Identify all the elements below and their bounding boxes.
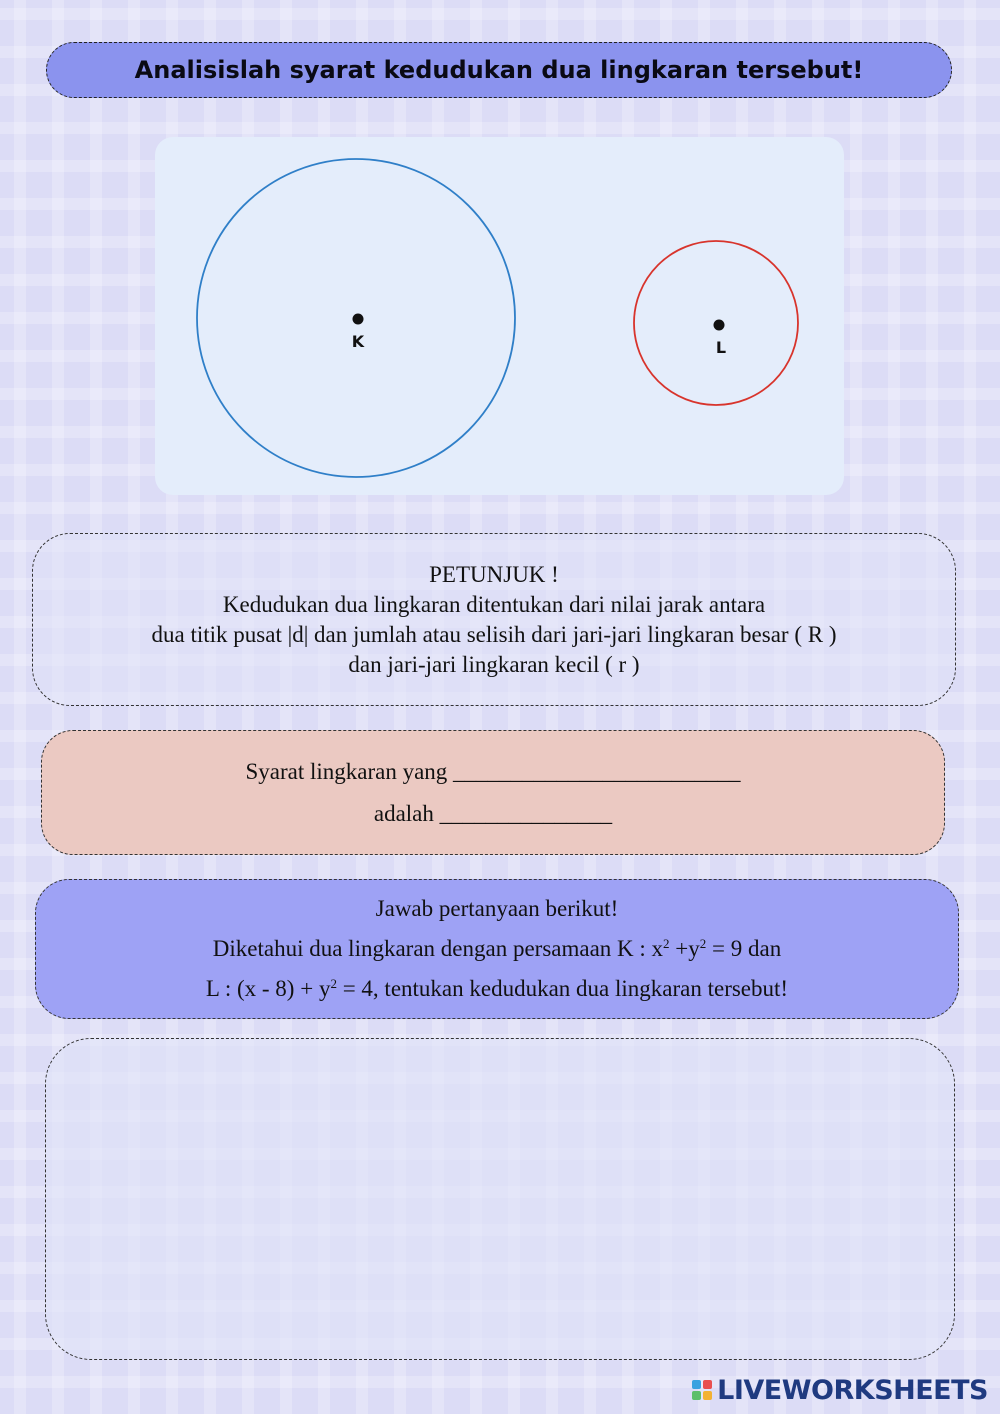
- logo-square-3: [692, 1391, 701, 1400]
- condition-line-2: adalah _______________: [373, 801, 613, 826]
- center-l-point: [714, 320, 725, 331]
- answer-area[interactable]: [45, 1038, 955, 1360]
- hint-box: [32, 533, 956, 706]
- question-line-2: L : $(x - 8) + y^2 = 4$, tentukan kedudukan dua lingkaran tersebut!: [205, 976, 789, 1001]
- logo-square-1: [692, 1380, 701, 1389]
- question-line-1: Diketahui dua lingkaran dengan persamaan K : $x^2 +y^2 = 9$ dan: [212, 936, 782, 961]
- question-box: [35, 879, 959, 1019]
- page-title: Analisislah syarat kedudukan dua lingkaran tersebut!: [46, 42, 952, 98]
- hint-line-3: dan jari-jari lingkaran kecil ( r ): [348, 652, 640, 677]
- circle-l-label: L: [715, 338, 727, 357]
- condition-line-1: Syarat lingkaran yang _________________________: [245, 759, 741, 784]
- liveworksheets-brand[interactable]: [692, 1374, 988, 1406]
- center-k-point: [353, 314, 364, 325]
- liveworksheets-logo-icon: [692, 1380, 712, 1400]
- hint-line-1: Kedudukan dua lingkaran ditentukan dari nilai jarak antara: [222, 592, 766, 617]
- logo-square-4: [703, 1391, 712, 1400]
- logo-square-2: [703, 1380, 712, 1389]
- brand-text: LIVEWORKSHEETS: [717, 1374, 988, 1406]
- question-heading: Jawab pertanyaan berikut!: [375, 896, 619, 921]
- circles-figure: [155, 137, 844, 495]
- condition-box: [41, 730, 945, 855]
- circles-diagram: [155, 137, 844, 495]
- circle-k-label: K: [351, 332, 365, 351]
- hint-line-2: dua titik pusat |d| dan jumlah atau selisih dari jari-jari lingkaran besar ( R ): [151, 622, 837, 647]
- hint-heading: PETUNJUK !: [429, 562, 559, 587]
